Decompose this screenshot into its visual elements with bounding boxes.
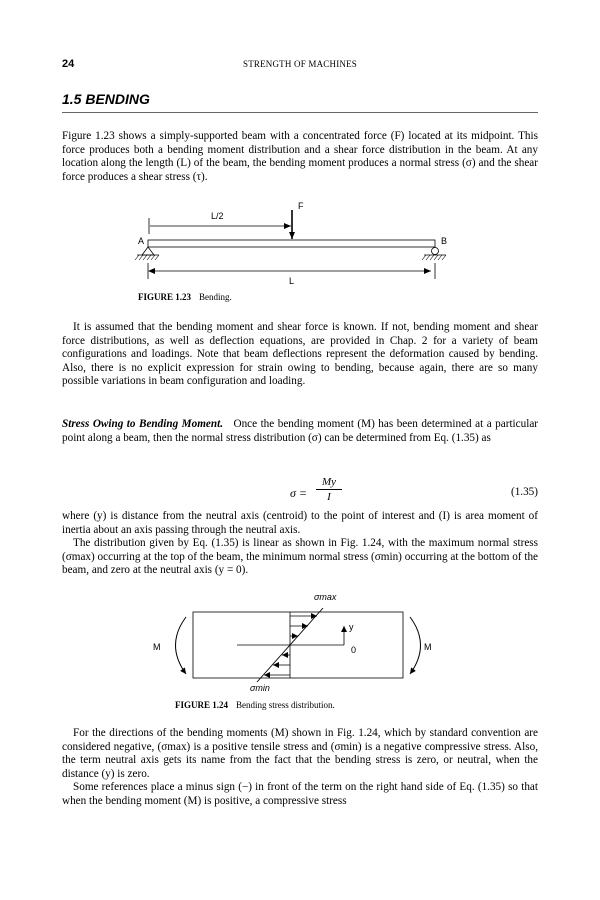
- label-sigma-min: σmin: [250, 683, 270, 693]
- caption-label: FIGURE 1.23: [138, 292, 192, 302]
- figure-1-23: [0, 198, 600, 290]
- label-support-a: A: [138, 236, 145, 246]
- beam: [148, 240, 435, 247]
- label-y-axis: y: [349, 622, 354, 632]
- caption-text: Bending.: [199, 292, 232, 302]
- section-divider: [62, 112, 538, 113]
- paragraph-intro: [62, 130, 538, 184]
- figure-1-24-caption: [175, 700, 335, 710]
- moment-arrow-left: [176, 617, 187, 674]
- figure-1-24: [0, 592, 600, 694]
- caption-text: Bending stress distribution.: [236, 700, 335, 710]
- label-support-b: B: [441, 236, 448, 246]
- equation-lhs: σ =: [290, 486, 308, 500]
- paragraph-text: Some references place a minus sign (−) in front of the term on the right hand side of Eq. (1.35) so that when the bending moment (M) is positive, a compressive stress: [62, 781, 538, 807]
- paragraph-text: The distribution given by Eq. (1.35) is linear as shown in Fig. 1.24, with the maximum normal stress (σmax) occurring at the top of the beam, the minimum normal stress (σmin) occurring at the bottom of the beam, and zero at the neutral axis (y = 0).: [62, 537, 538, 577]
- label-moment-right: M: [424, 642, 432, 652]
- figure-1-23-caption: [138, 292, 232, 302]
- paragraph-where: [62, 510, 538, 578]
- label-length: L: [289, 276, 295, 286]
- paragraph-body: Once the bending moment (M) has been determined at a particular point along a beam, then the normal stress distribution (σ) can be determined from Eq. (1.35) as: [62, 418, 539, 444]
- section-title: 1.5 BENDING: [62, 91, 150, 107]
- paragraph-text: For the directions of the bending moments (M) shown in Fig. 1.24, which by standard convention are considered negative, (σmax) is a positive tensile stress and (σmin) is a negative compressive stress. Also, the term neutral axis gets its name from the fact that the bending stress is zero, or neutral, when the distance (y) is zero.: [62, 727, 538, 780]
- running-title: STRENGTH OF MACHINES: [242, 59, 357, 69]
- pin-support-a: [135, 247, 159, 260]
- roller-support-b: [422, 248, 446, 261]
- paragraph-text: where (y) is distance from the neutral axis (centroid) to the point of interest and (I) is area moment of inertia about an axis passing through the neutral axis.: [62, 510, 538, 536]
- dim-length-arrow-left: [148, 268, 155, 274]
- label-half-length: L/2: [211, 211, 224, 221]
- caption-label: FIGURE 1.24: [175, 700, 229, 710]
- paragraph-stress-bending: [62, 418, 538, 445]
- label-moment-left: M: [153, 642, 161, 652]
- fraction-bar: [316, 489, 342, 490]
- equation-number: (1.35): [510, 486, 538, 498]
- run-in-heading: Stress Owing to Bending Moment.: [62, 418, 223, 430]
- paragraph-directions: [62, 727, 538, 809]
- label-force: F: [298, 201, 304, 211]
- moment-arrow-right: [410, 617, 421, 674]
- equation-denominator: I: [327, 491, 331, 503]
- equation-fraction: [316, 476, 342, 503]
- paragraph-text: Figure 1.23 shows a simply-supported beam with a concentrated force (F) located at its midpoint. This force produces both a bending moment distribution and a shear force distribution in the beam. At any location along the length (L) of the beam, the bending moment produces a normal stress (σ) and the shear force produces a shear stress (τ).: [62, 130, 538, 183]
- label-sigma-max: σmax: [314, 592, 337, 602]
- page-number: 24: [62, 58, 75, 70]
- paragraph-assumptions: [62, 321, 538, 389]
- paragraph-text: [62, 418, 538, 445]
- equation-numerator: My: [321, 476, 337, 488]
- label-origin: 0: [351, 645, 357, 655]
- paragraph-text: It is assumed that the bending moment and shear force is known. If not, bending moment and shear force distributions, as well as deflection equations, are provided in Chap. 2 for a variety of beam configurations and loadings. Note that beam deflections represent the deformation caused by bending. Also, there is no explicit expression for strain owing to bending, because again, there are so many possible variations in beam configuration and loading.: [62, 321, 538, 388]
